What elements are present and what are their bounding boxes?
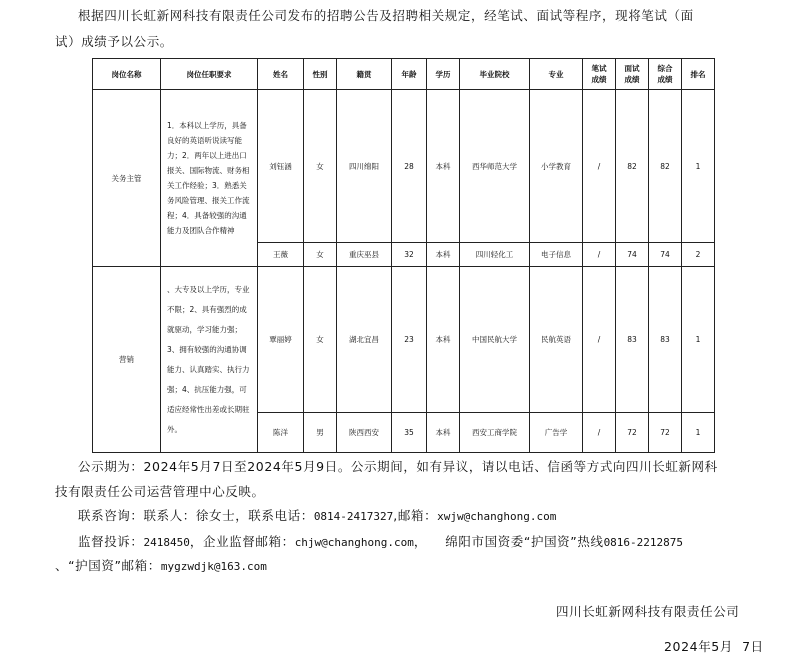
header-total-score: 综合 成绩 (649, 59, 682, 90)
candidate-school: 西安工商学院 (460, 413, 530, 453)
candidate-interview-score: 83 (616, 267, 649, 413)
candidate-name: 刘钰涵 (258, 90, 304, 243)
position-cell: 营销 (93, 267, 161, 453)
candidate-name: 覃丽婷 (258, 267, 304, 413)
supervision-line-2 (55, 556, 267, 577)
sasac-hotline-label: ， 绵阳市国资委“护国资”热线 (413, 534, 604, 549)
candidate-written-score: / (583, 243, 616, 267)
candidate-interview-score: 72 (616, 413, 649, 453)
supervision-label: 监督投诉： (78, 534, 144, 549)
candidate-written-score: / (583, 90, 616, 243)
candidate-rank: 2 (682, 243, 715, 267)
header-school: 毕业院校 (460, 59, 530, 90)
intro-line-2: 试）成绩予以公示。 (55, 34, 173, 49)
candidate-education: 本科 (427, 413, 460, 453)
candidate-education: 本科 (427, 243, 460, 267)
supervision-email: chjw@changhong.com (294, 536, 414, 549)
header-origin: 籍贯 (337, 59, 392, 90)
contact-email: xwjw@changhong.com (437, 510, 557, 523)
candidate-name: 王薇 (258, 243, 304, 267)
candidate-school: 四川轻化工 (460, 243, 530, 267)
results-table (92, 58, 715, 453)
table-row (93, 90, 715, 243)
candidate-total-score: 83 (649, 267, 682, 413)
header-written-score: 笔试 成绩 (583, 59, 616, 90)
supervision-line-1 (78, 532, 683, 553)
candidate-total-score: 82 (649, 90, 682, 243)
requirements-cell: 1．本科以上学历，具备良好的英语听说读写能力；2．两年以上进出口报关、国际物流、财务相关工作经验；3．熟悉关务风险管理、报关工作流程；4．具备较强的沟通能力及团队合作精神 (161, 90, 258, 267)
candidate-name: 陈洋 (258, 413, 304, 453)
candidate-rank: 1 (682, 267, 715, 413)
candidate-school: 西华师范大学 (460, 90, 530, 243)
candidate-total-score: 72 (649, 413, 682, 453)
header-name: 姓名 (258, 59, 304, 90)
requirements-cell: 、大专及以上学历，专业不限；2、具有强烈的成就驱动，学习能力强；3、拥有较强的沟通协调能力、认真踏实、执行力强；4、抗压能力强，可适应经常性出差或长期驻外。 (161, 267, 258, 453)
contact-phone: 0814-2417327 (313, 510, 394, 523)
candidate-gender: 女 (304, 267, 337, 413)
header-major: 专业 (530, 59, 583, 90)
contact-email-label: ,邮箱： (393, 508, 438, 523)
intro-line-1: 根据四川长虹新网科技有限责任公司发布的招聘公告及招聘相关规定，经笔试、面试等程序，现将笔试（面 (78, 8, 694, 23)
footer-date: 2024年5月 7日 (664, 639, 764, 654)
candidate-age: 28 (392, 90, 427, 243)
candidate-major: 小学教育 (530, 90, 583, 243)
table-row (93, 267, 715, 413)
candidate-origin: 重庆巫县 (337, 243, 392, 267)
candidate-education: 本科 (427, 90, 460, 243)
supervision-phone: 2418450 (143, 536, 190, 549)
header-interview-score: 面试 成绩 (616, 59, 649, 90)
candidate-age: 32 (392, 243, 427, 267)
header-age: 年龄 (392, 59, 427, 90)
candidate-origin: 陕西西安 (337, 413, 392, 453)
candidate-origin: 湖北宜昌 (337, 267, 392, 413)
sasac-email: mygzwdjk@163.com (160, 560, 267, 573)
candidate-major: 广告学 (530, 413, 583, 453)
notice-line-1: 公示期为：2024年5月7日至2024年5月9日。公示期间，如有异议，请以电话、信函等方式向四川长虹新网科 (78, 459, 718, 474)
candidate-gender: 女 (304, 243, 337, 267)
supervision-email-label: ，企业监督邮箱： (189, 534, 295, 549)
notice-line-2: 技有限责任公司运营管理中心反映。 (55, 484, 265, 499)
candidate-interview-score: 82 (616, 90, 649, 243)
candidate-written-score: / (583, 267, 616, 413)
candidate-major: 民航英语 (530, 267, 583, 413)
position-cell: 关务主管 (93, 90, 161, 267)
candidate-age: 35 (392, 413, 427, 453)
candidate-age: 23 (392, 267, 427, 413)
candidate-gender: 女 (304, 90, 337, 243)
header-requirements: 岗位任职要求 (161, 59, 258, 90)
header-education: 学历 (427, 59, 460, 90)
table-header-row (93, 59, 715, 90)
footer-company: 四川长虹新网科技有限责任公司 (556, 604, 740, 619)
header-position: 岗位名称 (93, 59, 161, 90)
sasac-email-label: 、“护国资”邮箱： (55, 558, 161, 573)
candidate-major: 电子信息 (530, 243, 583, 267)
sasac-hotline-phone: 0816-2212875 (603, 536, 684, 549)
contact-label: 联系咨询：联系人：徐女士，联系电话： (78, 508, 314, 523)
candidate-education: 本科 (427, 267, 460, 413)
candidate-rank: 1 (682, 90, 715, 243)
header-rank: 排名 (682, 59, 715, 90)
candidate-gender: 男 (304, 413, 337, 453)
candidate-written-score: / (583, 413, 616, 453)
contact-line (78, 506, 556, 527)
candidate-rank: 1 (682, 413, 715, 453)
candidate-interview-score: 74 (616, 243, 649, 267)
candidate-origin: 四川绵阳 (337, 90, 392, 243)
header-gender: 性别 (304, 59, 337, 90)
candidate-total-score: 74 (649, 243, 682, 267)
candidate-school: 中国民航大学 (460, 267, 530, 413)
